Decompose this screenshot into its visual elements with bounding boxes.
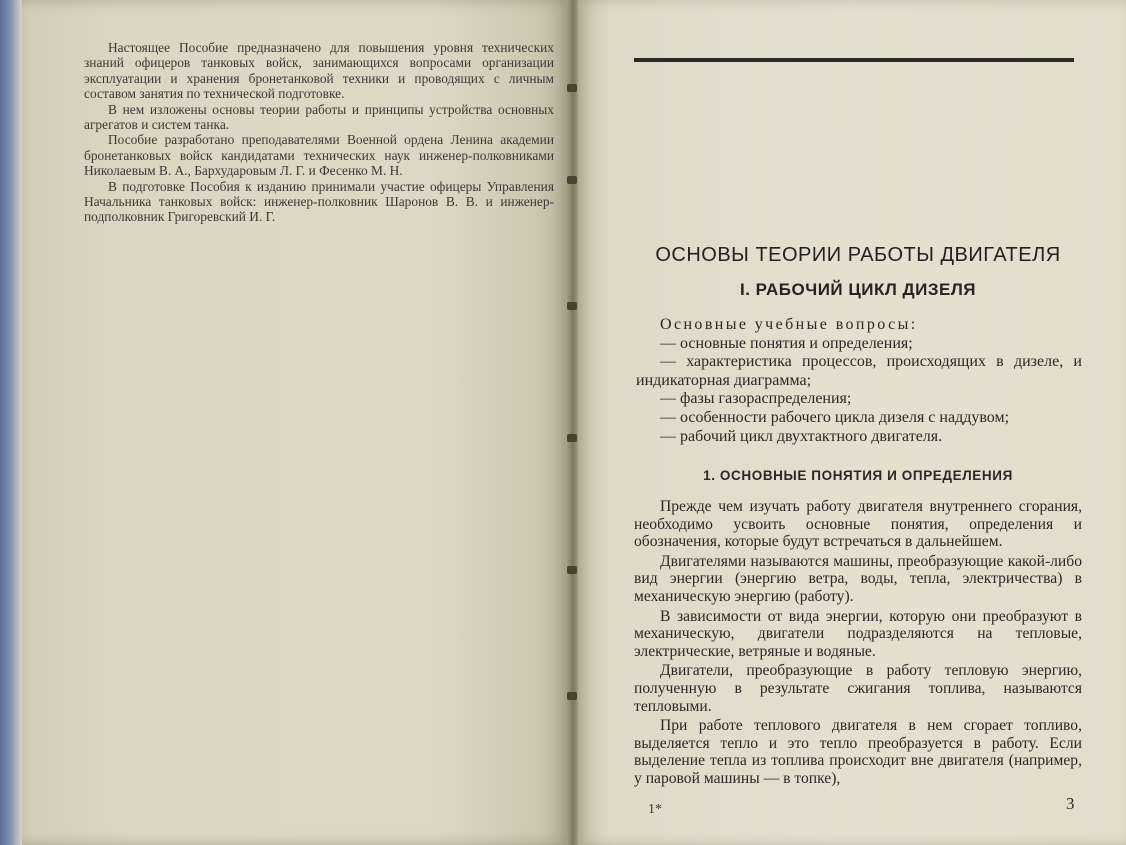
chapter-title: ОСНОВЫ ТЕОРИИ РАБОТЫ ДВИГАТЕЛЯ — [655, 244, 1061, 266]
left-page — [22, 0, 570, 845]
right-page — [578, 0, 1126, 845]
left-page-text — [84, 40, 554, 225]
binding-stitch — [567, 692, 577, 700]
binding-stitch — [567, 176, 577, 184]
question-item: — фазы газораспределения; — [660, 390, 852, 408]
section-title: I. РАБОЧИЙ ЦИКЛ ДИЗЕЛЯ — [740, 280, 976, 299]
body-paragraph: В зависимости от вида энергии, которую они преобразуют в механическую, двигатели подразделяются на тепловые, электрические, ветряные и водяные. — [634, 607, 1082, 660]
question-item: — рабочий цикл двухтактного двигателя. — [660, 427, 943, 445]
body-paragraph: Прежде чем изучать работу двигателя внутреннего сгорания, необходимо усвоить основные понятия, определения и обозначения, которые будут встречаться в дальнейшем. — [634, 498, 1082, 551]
body-paragraph: Двигателями называются машины, преобразующие какой-либо вид энергии (энергию ветра, воды, тепла, электричества) в механическую энергию (работу). — [634, 552, 1082, 605]
questions-lead: Основные учебные вопросы: — [660, 316, 918, 333]
header-rule — [634, 58, 1074, 62]
study-questions — [636, 316, 1082, 446]
binding-stitch — [567, 302, 577, 310]
question-item: — особенности рабочего цикла дизеля с наддувом; — [660, 408, 1010, 426]
left-paragraph: Настоящее Пособие предназначено для повышения уровня технических знаний офицеров танковых войск, занимающихся вопросами организации эксплуатации и хранения бронетанковой техники и проводящих с личным составом занятия по технической подготовке. — [84, 40, 554, 102]
signature-mark: 1* — [648, 802, 662, 817]
question-item: — характеристика процессов, происходящих в дизеле, и индикаторная диаграмма; — [636, 353, 1082, 389]
binding-stitch — [567, 84, 577, 92]
body-paragraph: При работе теплового двигателя в нем сгорает топливо, выделяется тепло и это тепло преобразуется в работу. Если выделение тепла из топлива происходит вне двигателя (например, у паровой машины — в топке), — [634, 717, 1082, 787]
left-paragraph: В подготовке Пособия к изданию принимали участие офицеры Управления Начальника танковых войск: инженер-полковник Шаронов В. В. и инженер-подполковник Григоревский И. Г. — [84, 178, 554, 225]
body-text — [634, 498, 1082, 790]
left-paragraph: В нем изложены основы теории работы и принципы устройства основных агрегатов и систем танка. — [84, 101, 554, 133]
question-item: — основные понятия и определения; — [660, 334, 913, 352]
subsection-title: 1. ОСНОВНЫЕ ПОНЯТИЯ И ОПРЕДЕЛЕНИЯ — [703, 468, 1013, 483]
binding-stitch — [567, 434, 577, 442]
body-paragraph: Двигатели, преобразующие в работу тепловую энергию, полученную в результате сжигания топлива, называются тепловыми. — [634, 662, 1082, 715]
left-paragraph: Пособие разработано преподавателями Военной ордена Ленина академии бронетанковых войск кандидатами технических наук инженер-полковниками Николаевым В. А., Бархударовым Л. Г. и Фесенко М. Н. — [84, 132, 554, 179]
page-number: 3 — [1066, 794, 1075, 813]
binding-stitch — [567, 566, 577, 574]
